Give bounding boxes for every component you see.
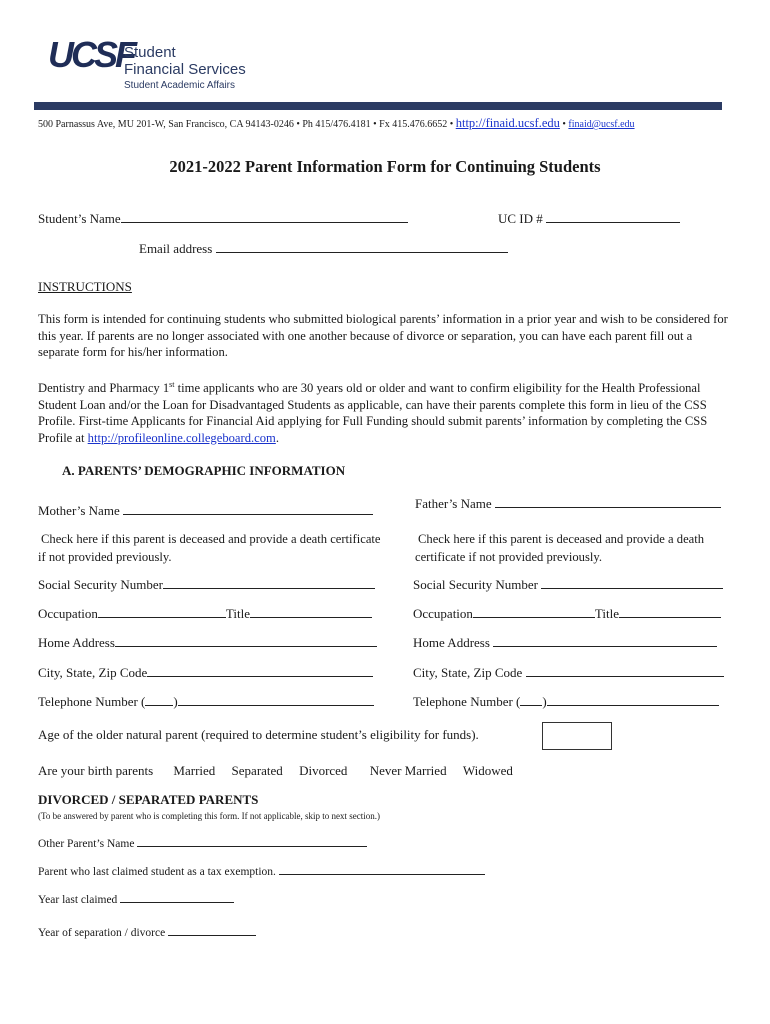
mother-ssn-label: Social Security Number: [38, 577, 163, 592]
address-text: 500 Parnassus Ave, MU 201-W, San Francisco, CA 94143-0246 • Ph 415/476.4181 • Fx 415.476.6652 •: [38, 119, 454, 130]
mother-deceased-check[interactable]: [38, 531, 388, 565]
mother-title-label: Title: [225, 606, 251, 621]
email-row: [139, 241, 508, 257]
separation-year-field[interactable]: [168, 924, 256, 936]
mother-telephone-label: Telephone Number (: [38, 694, 146, 709]
father-telephone-label: Telephone Number (: [413, 694, 521, 709]
year-claimed-row: [38, 891, 234, 906]
father-occupation-label: Occupation: [413, 606, 473, 621]
page-title: 2021-2022 Parent Information Form for Continuing Students: [169, 157, 601, 176]
ucid-field[interactable]: [546, 211, 680, 223]
father-address-field[interactable]: [493, 635, 717, 647]
mother-occupation-row: [38, 606, 372, 622]
father-deceased-text: Check here if this parent is deceased and provide a death certificate if not provided previously.: [415, 532, 705, 564]
father-occupation-row: [413, 606, 721, 622]
year-claimed-label: Year last claimed: [38, 894, 118, 906]
father-name-field[interactable]: [495, 496, 721, 508]
tax-exemption-label: Parent who last claimed student as a tax exemption.: [38, 866, 276, 878]
mother-telephone-field[interactable]: [178, 694, 374, 706]
year-claimed-field[interactable]: [120, 891, 234, 903]
father-city-field[interactable]: [526, 665, 724, 677]
marital-status-label: Are your birth parents: [38, 763, 154, 778]
org-name-line3: Student Academic Affairs: [124, 80, 235, 91]
email-field[interactable]: [216, 241, 508, 253]
divorced-label: Divorced: [299, 763, 348, 778]
mother-city-field[interactable]: [147, 665, 373, 677]
mother-deceased-text: Check here if this parent is deceased and provide a death certificate if not provided previously.: [38, 532, 381, 564]
father-name-label: Father’s Name: [415, 496, 492, 511]
student-name-field[interactable]: [121, 211, 408, 223]
father-address-row: [413, 635, 717, 651]
mother-occupation-label: Occupation: [38, 606, 98, 621]
father-title-label: Title: [594, 606, 620, 621]
divorced-note: (To be answered by parent who is completing this form. If not applicable, skip to next section.): [38, 811, 381, 821]
bullet-separator: •: [562, 119, 566, 130]
father-city-label: City, State, Zip Code: [413, 665, 523, 680]
father-address-label: Home Address: [413, 635, 490, 650]
separation-year-label: Year of separation / divorce: [38, 927, 166, 939]
tax-exemption-row: [38, 863, 485, 878]
option-widowed[interactable]: [460, 763, 513, 778]
father-ssn-row: [413, 577, 723, 593]
contact-line: [38, 116, 635, 131]
divorced-heading: DIVORCED / SEPARATED PARENTS: [38, 792, 259, 807]
mother-name-row: [38, 503, 373, 519]
ucid-row: [498, 211, 680, 227]
father-deceased-check[interactable]: [415, 531, 735, 565]
other-parent-field[interactable]: [137, 835, 367, 847]
mother-title-field[interactable]: [250, 606, 372, 618]
instructions-paragraph-1: This form is intended for continuing students who submitted biological parents’ information in a prior year and wish to be considered for this year. If parents are no longer associated with one another because of divorce or separation, you can have each parent fill out a separate form for his/her information.: [38, 312, 728, 359]
para2-text-a: Dentistry and Pharmacy 1: [38, 381, 170, 396]
section-a-heading: A. PARENTS’ DEMOGRAPHIC INFORMATION: [62, 463, 346, 478]
father-ssn-field[interactable]: [541, 577, 723, 589]
mother-occupation-field[interactable]: [98, 606, 226, 618]
tax-exemption-field[interactable]: [279, 863, 485, 875]
mother-ssn-row: [38, 577, 375, 593]
never-married-label: Never Married: [369, 763, 447, 778]
older-parent-age-label: Age of the older natural parent (required to determine student’s eligibility for funds).: [38, 727, 479, 742]
father-occupation-field[interactable]: [473, 606, 595, 618]
separated-label: Separated: [231, 763, 283, 778]
option-married[interactable]: [170, 763, 215, 778]
ucid-label: UC ID #: [498, 211, 543, 226]
mother-telephone-close: ): [173, 694, 178, 709]
css-profile-link[interactable]: http://profileonline.collegeboard.com: [87, 430, 276, 445]
email-link[interactable]: finaid@ucsf.edu: [568, 119, 635, 130]
marital-status-row: [38, 763, 513, 779]
instructions-heading: INSTRUCTIONS: [38, 279, 132, 294]
widowed-label: Widowed: [462, 763, 513, 778]
option-separated[interactable]: [229, 763, 283, 778]
father-telephone-row: [413, 694, 719, 710]
option-divorced[interactable]: [296, 763, 347, 778]
para2-text-b: time applicants who are 30 years old or older and want to confirm eligibility for the Health Professional Student Loan and/or the Loan for Disadvantaged Students as applicable, can have their parents complete this form in lieu of the CSS Profile. First-time Applicants for Financial Aid applying for Full Funding should submit parents’ information by completing the CSS Profile at: [38, 381, 708, 445]
mother-telephone-row: [38, 694, 374, 710]
mother-address-row: [38, 635, 377, 651]
other-parent-label: Other Parent’s Name: [38, 838, 135, 850]
instructions-paragraph-2: [38, 377, 728, 446]
header-bar: [34, 102, 722, 110]
website-link[interactable]: http://finaid.ucsf.edu: [455, 116, 560, 130]
mother-ssn-field[interactable]: [163, 577, 375, 589]
mother-address-field[interactable]: [115, 635, 377, 647]
mother-name-field[interactable]: [123, 503, 373, 515]
email-label: Email address: [139, 241, 213, 256]
married-label: Married: [173, 763, 216, 778]
ucsf-logo-mark: UCSF: [48, 34, 134, 75]
mother-area-code-field[interactable]: [145, 694, 173, 706]
father-name-row: [415, 496, 721, 512]
mother-address-label: Home Address: [38, 635, 115, 650]
org-name-line2: Financial Services: [124, 61, 246, 78]
org-name-line1: Student: [124, 44, 176, 61]
para2-end: .: [275, 430, 279, 445]
father-telephone-close: ): [542, 694, 547, 709]
father-area-code-field[interactable]: [520, 694, 542, 706]
other-parent-row: [38, 835, 367, 850]
older-parent-age-box[interactable]: [542, 722, 612, 750]
option-never-married[interactable]: [367, 763, 447, 778]
student-name-row: [38, 211, 408, 227]
separation-year-row: [38, 924, 256, 939]
father-city-row: [413, 665, 724, 681]
para2-superscript: st: [169, 380, 175, 389]
mother-city-label: City, State, Zip Code: [38, 665, 148, 680]
mother-city-row: [38, 665, 373, 681]
father-title-field[interactable]: [619, 606, 721, 618]
father-telephone-field[interactable]: [547, 694, 719, 706]
student-name-label: Student’s Name: [38, 211, 121, 226]
mother-name-label: Mother’s Name: [38, 503, 120, 518]
father-ssn-label: Social Security Number: [413, 577, 538, 592]
